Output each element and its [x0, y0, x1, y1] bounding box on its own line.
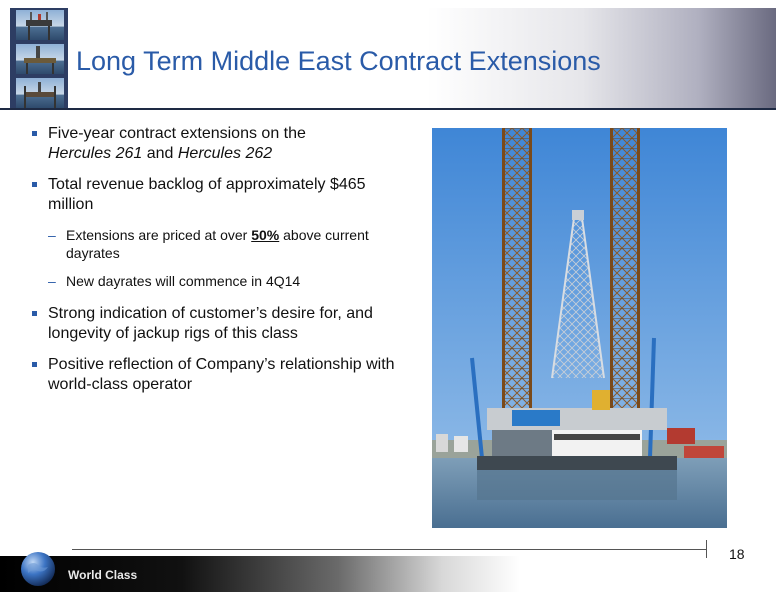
- bullet-text: Total revenue backlog of approximately $465 million: [48, 176, 366, 213]
- bullet-marker: [32, 362, 37, 367]
- bullet-marker: [32, 182, 37, 187]
- sub-bullet-marker: –: [48, 227, 56, 243]
- slide-title: Long Term Middle East Contract Extensions: [76, 46, 601, 76]
- bullet-item: [32, 304, 422, 344]
- page-number: 18: [729, 546, 745, 562]
- sub-bullet-item: – Extensions are priced at over 50% above current dayrates: [48, 227, 369, 261]
- bullet-marker: [32, 131, 37, 136]
- jackup-rig-photo: [432, 128, 727, 528]
- sub-bullet-marker: –: [48, 273, 56, 289]
- rig-name: Hercules 262: [177, 145, 273, 162]
- sub-bullet-text: New dayrates will commence in 4Q14: [66, 273, 301, 289]
- rig-thumbnail-strip: [10, 8, 68, 108]
- footer-tagline: World Class: [68, 568, 138, 582]
- bullet-text: Strong indication of customer’s desire for, and longevity of jackup rigs of this class: [48, 305, 373, 342]
- header-divider: [68, 8, 72, 108]
- bullet-item: Five-year contract extensions on the Hercules 261 and Hercules 262: [32, 124, 422, 164]
- globe-icon: [20, 551, 56, 587]
- rig-thumbnail-1: [16, 10, 64, 40]
- rig-name: Hercules 261: [48, 145, 143, 162]
- sub-bullet-item: [32, 272, 422, 290]
- rig-thumbnail-2: [16, 44, 64, 74]
- rig-thumbnail-3: [16, 78, 64, 108]
- highlight-value: 50%: [251, 227, 280, 243]
- bullet-marker: [32, 311, 37, 316]
- footer-rule-tick: [706, 540, 707, 558]
- footer-rule: [72, 549, 706, 550]
- bullet-item: [32, 175, 422, 215]
- bullet-item: [32, 355, 422, 395]
- bullet-list: [32, 124, 422, 406]
- bullet-text: Positive reflection of Company’s relationship with world-class operator: [48, 356, 395, 393]
